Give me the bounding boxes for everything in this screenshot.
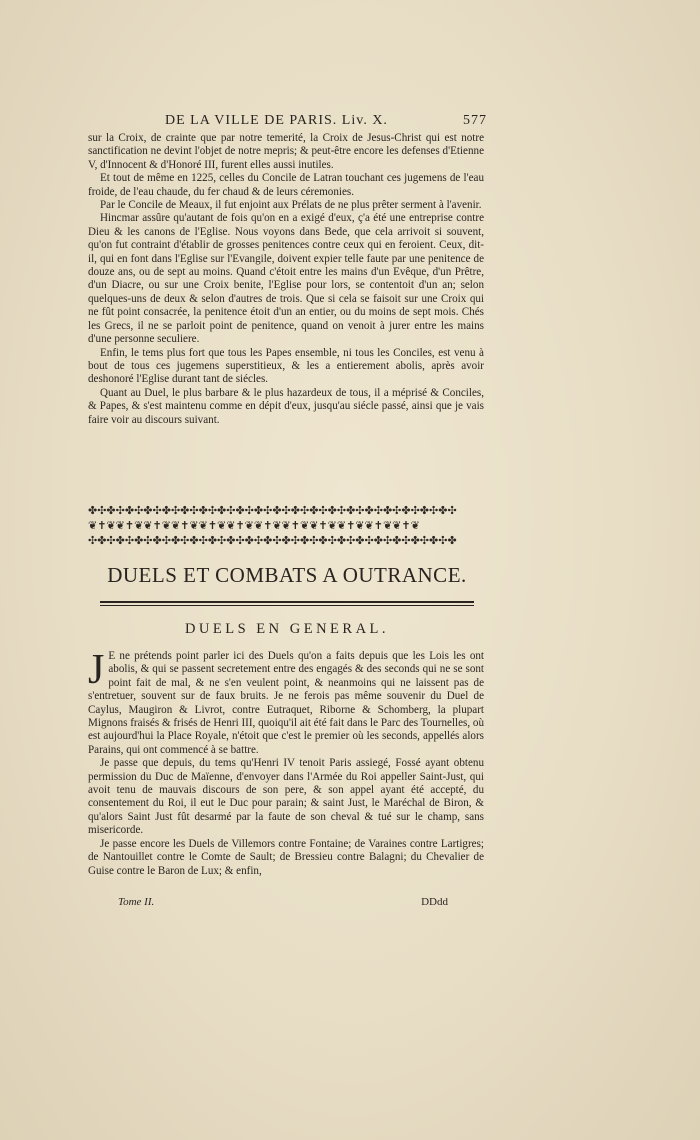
paragraph: Enfin, le tems plus fort que tous les Papes ensemble, ni tous les Conciles, est venu à bout de tous ces jugemens superstitieux, & les a entierement abolis, après avoir deshonoré l'Eglise durant tant de siécles. (88, 346, 484, 386)
fleuron-ornament-band: ✤✣✤✣✤✣✤✣✤✣✤✣✤✣✤✣✤✣✤✣✤✣✤✣✤✣✤✣✤✣✤✣✤✣✤✣✤✣✤✣ ❦✝❦❦✝❦❦✝❦❦✝❦❦✝❦❦✝❦❦✝❦❦✝❦❦✝❦❦✝❦❦✝❦❦✝❦ ✣✤✣✤✣✤✣✤✣✤✣✤✣✤✣✤✣✤✣✤✣✤✣✤✣✤✣✤✣✤✣✤✣✤✣✤✣✤✣✤ (88, 504, 457, 547)
paragraph: E ne prétends point parler ici des Duels qu'on a faits depuis que les Lois les ont abolis, & qui se passent secretement entre des engagés & des seconds qui ne se sont point fait de mal, & ne s'en veulent point, & neanmoins qui ne laissent pas de s'entretuer, souvent sur de faux bruits. Je ne ferois pas même souvenir du Duel de Caylus, Maugiron & Livrot, contre Eutraquet, Riborne & Schomberg, la plupart Mignons fraisés & frisés de Henri III, quoiqu'il ait été fait dans le Parc des Tournelles, où est aujourd'hui la Place Royale, n'étoit que c'est le premier où les seconds, appellés alors Parains, qui ont commencé à se battre. (88, 650, 484, 756)
paragraph: Et tout de même en 1225, celles du Concile de Latran touchant ces jugemens de l'eau froide, de l'eau chaude, du fer chaud & de leurs céremonies. (88, 172, 484, 198)
paragraph: sur la Croix, de crainte que par notre temerité, la Croix de Jesus-Christ qui est notre sanctification ne devint l'objet de notre mepris; & peut-être encore les defenses d'Etienne V, d'Innocent & d'Honoré III, furent elles aussi inutiles. (88, 132, 484, 171)
tome-label: Tome II. (118, 896, 155, 908)
subsection-title: DUELS EN GENERAL. (184, 621, 390, 637)
signature-mark: DDdd (421, 896, 448, 908)
paragraph: Je passe encore les Duels de Villemors contre Fontaine; de Varaines contre Lartigres; de Nantouillet contre le Comte de Sault; de Bressieu contre Balagni; du Chevalier de Guise contre le Baron de Lux; & enfin, (88, 837, 484, 877)
paragraph: Hincmar assûre qu'autant de fois qu'on en a exigé d'eux, ç'a été une entreprise contre Dieu & les canons de l'Eglise. Nous voyons dans Bede, que cela arrivoit si souvent, qu'on fut contraint d'établir de grosses penitences contre ceux qui en feroient. Ceux, dit-il, qui en font dans l'Eglise sur l'Evangile, doivent expier telle faute par une penitence de douze ans, ou de sept au moins. Quand c'étoit entre les mains d'un Evêque, d'un Prêtre, d'un Diacre, ou sur une Croix benite, l'Eglise pour lors, se contentoit d'un an; selon quelques-uns de deux & selon d'autres de trois. Que si cela se faisoit sur une Croix qui ne fût point consacrée, la penitence étoit d'un an entier, ou du moins de sept mois. Chés les Grecs, il ne se parloit point de penitence, quand on venoit à jurer entre les mains d'une personne seculiere. (88, 212, 484, 346)
paragraph: Je passe que depuis, du tems qu'Henri IV tenoit Paris assiegé, Fossé ayant obtenu permission du Duc de Maïenne, d'envoyer dans l'Armée du Roi appeller Saint-Just, qui avoit tenu de mauvais discours de son pere, & son appel ayant été accepté, du consentement du Roi, il eut le Duc pour parain; & saint Just, le Maréchal de Biron, & qu'alors Saint Just fût desarmé par la faute de son cheval & tué sur le champ, sans misericorde. (88, 757, 484, 837)
paragraph: Par le Concile de Meaux, il fut enjoint aux Prélats de ne plus prêter serment à l'avenir. (100, 199, 482, 212)
divider-rule-thin (100, 605, 474, 606)
section-title: DUELS ET COMBATS A OUTRANCE. (107, 563, 467, 587)
running-title: DE LA VILLE DE PARIS. Liv. X. (165, 113, 388, 128)
page-number: 577 (463, 113, 487, 128)
drop-cap: J (88, 647, 105, 693)
running-head (165, 113, 487, 129)
top-text-block (88, 132, 484, 427)
divider-rule (100, 601, 474, 603)
paragraph: Quant au Duel, le plus barbare & le plus hazardeux de tous, il a méprisé & Conciles, & Papes, & s'est maintenu comme en dépit d'eux, jusqu'au siécle passé, ainsi que je vais faire voir au discours suivant. (88, 386, 484, 426)
bottom-text-block (88, 647, 484, 878)
page-footer (118, 896, 448, 908)
